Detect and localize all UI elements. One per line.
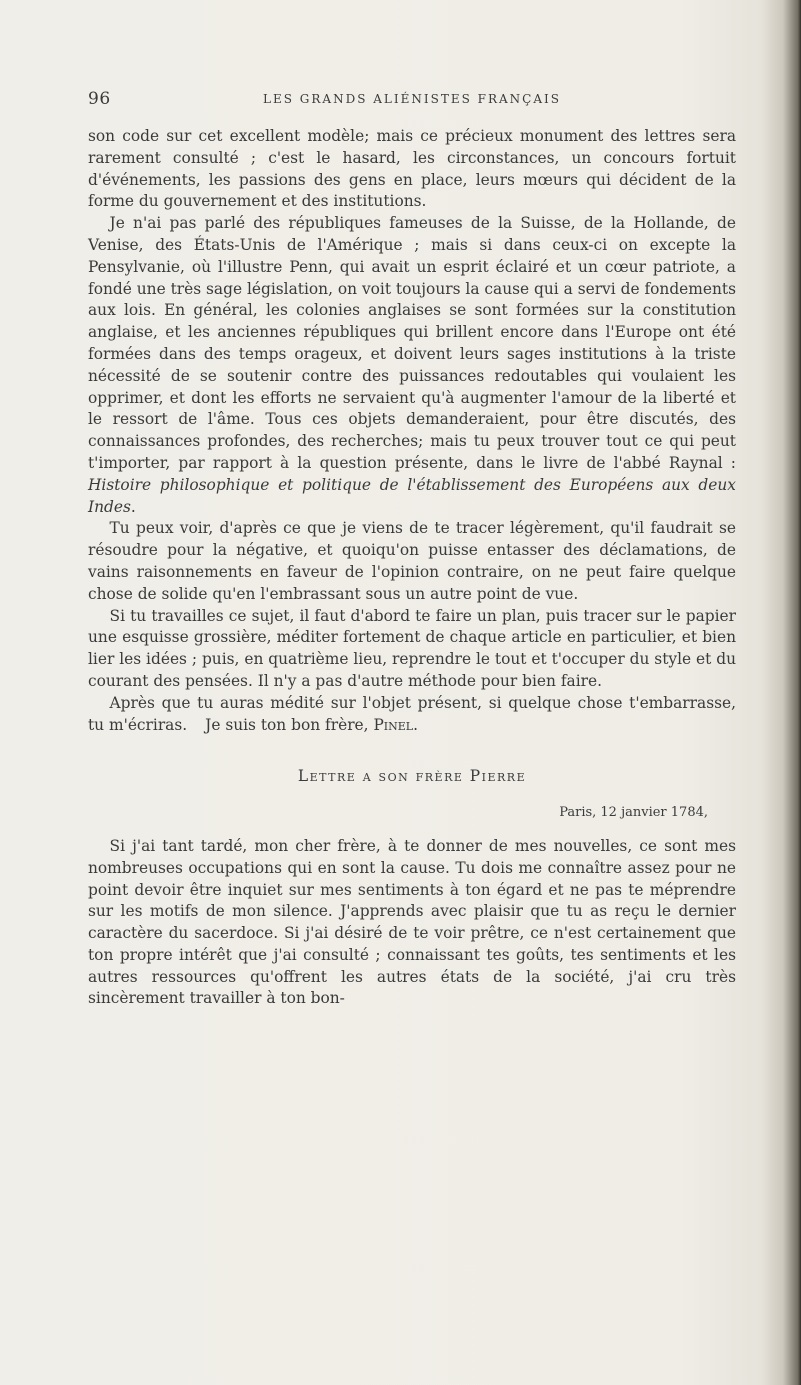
signature: Pinel. <box>373 715 419 734</box>
body-text <box>88 126 736 1010</box>
paragraph-3: Tu peux voir, d'après ce que je viens de te tracer légèrement, qu'il faudrait se résoudre pour la négative, et quoiqu'on puisse entasser des déclamations, de vains raisonnements en faveur de l'opinion contraire, on ne peut faire quelque chose de solide qu'en l'embrassant sous un autre point de vue. <box>88 519 736 603</box>
paragraph-1: son code sur cet excellent modèle; mais ce précieux monument des lettres sera rarement consulté ; c'est le hasard, les circonstances, un concours fortuit d'événements, les passions des gens en place, leurs mœurs qui décident de la forme du gouvernement et des institutions. <box>88 127 736 211</box>
book-title: Histoire philosophique et politique de l'établissement des Européens aux deux Indes <box>88 475 736 516</box>
paragraph-2-end: . <box>130 497 136 516</box>
paragraph-5 <box>88 693 736 737</box>
letter-heading: Lettre a son frère Pierre <box>297 767 527 786</box>
page-edge-shadow <box>761 0 801 1385</box>
paragraph-2 <box>88 213 736 518</box>
page-number: 96 <box>88 89 111 109</box>
running-title: LES GRANDS ALIÉNISTES FRANÇAIS <box>263 92 561 106</box>
letter-paragraph-1: Si j'ai tant tardé, mon cher frère, à te donner de mes nouvelles, ce sont mes nombreuses occupations qui en sont la cause. Tu dois me connaître assez pour ne point devoir être inquiet sur mes sentiments à ton égard et ne pas te méprendre sur les motifs de mon silence. J'apprends avec plaisir que tu as reçu le dernier caractère du sacerdoce. Si j'ai désiré de te voir prêtre, ce n'est certainement que ton propre intérêt que j'ai consulté ; connaissant tes goûts, tes sentiments et les autres ressources qu'offrent les autres états de la société, j'ai cru très sincèrement travailler à ton bon- <box>88 836 736 1008</box>
closing-phrase: Je suis ton bon frère, <box>205 715 369 734</box>
paragraph-4: Si tu travailles ce sujet, il faut d'abord te faire un plan, puis tracer sur le papier une esquisse grossière, méditer fortement de chaque article en particulier, et bien lier les idées ; puis, en quatrième lieu, reprendre le tout et t'occuper du style et du courant des pensées. Il n'y a pas d'autre méthode pour bien faire. <box>88 606 736 690</box>
paragraph-5-text: Après que tu auras médité sur l'objet présent, si quelque chose t'embarrasse, tu m'écriras. <box>88 693 736 734</box>
letter-dateline: Paris, 12 janvier 1784, <box>559 805 708 821</box>
paragraph-2-text: Je n'ai pas parlé des républiques fameuses de la Suisse, de la Hollande, de Venise, des États-Unis de l'Amérique ; mais si dans ceux-ci on excepte la Pensylvanie, où l'illustre Penn, qui avait un esprit éclairé et un cœur patriote, a fondé une très sage législation, on voit toujours la cause qui a servi de fondements aux lois. En général, les colonies anglaises se sont formées sur la constitution anglaise, et les anciennes républiques qui brillent encore dans l'Europe ont été formées dans des temps orageux, et doivent leurs sages institutions à la triste nécessité de se soutenir contre des puissances redoutables qui voulaient les opprimer, et dont les efforts ne servaient qu'à augmenter l'amour de la liberté et le ressort de l'âme. Tous ces objets demanderaient, pour être discutés, des connaissances profondes, des recherches; mais tu peux trouver tout ce qui peut t'importer, par rapport à la question présente, dans le livre de l'abbé Raynal : <box>88 214 736 472</box>
page-header <box>88 89 736 115</box>
